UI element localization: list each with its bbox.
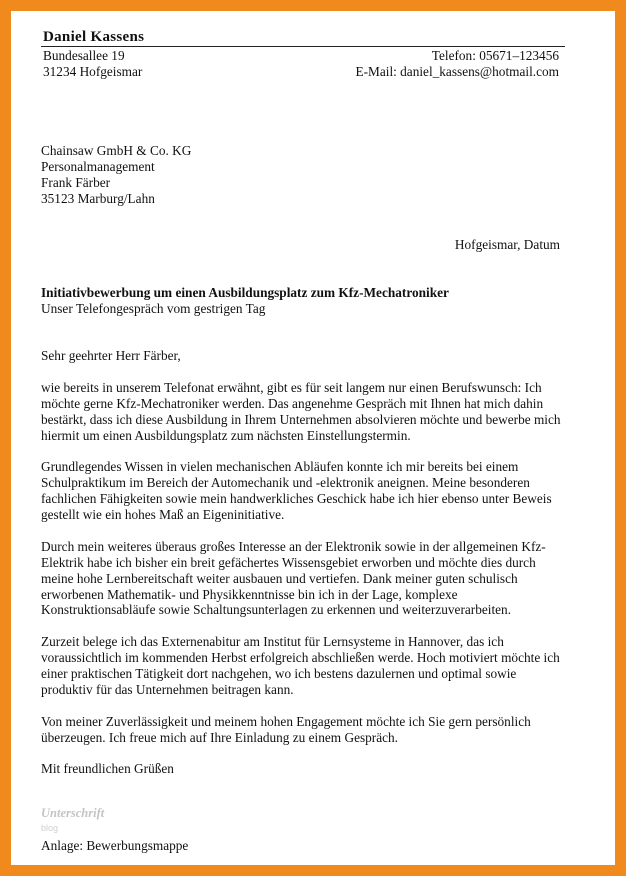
recipient-department: Personalmanagement	[41, 159, 155, 174]
letter-body	[41, 348, 571, 793]
recipient-company: Chainsaw GmbH & Co. KG	[41, 143, 192, 158]
signature-placeholder: Unterschrift	[41, 806, 105, 820]
recipient-address	[41, 143, 191, 207]
subject-block	[41, 285, 449, 317]
paragraph: Durch mein weiteres überaus großes Interesse an der Elektronik sowie in der allgemeinen Kfz-Elektrik habe ich bisher ein breit gefächertes Wissensgebiet erworben und möchte dies durch meine hohe Lernbereitschaft weiter ausbauen und vertiefen. Dank meiner guten schulisch erworbenen Mathematik- und Physikkenntnisse bin ich in der Lage, komplexe Konstruktionsabläufe sowie Schaltungsunterlagen zu erkennen und weiterzuverarbeiten.	[41, 538, 546, 618]
sender-phone: Telefon: 05671–123456	[431, 48, 559, 63]
sender-contact	[355, 48, 559, 80]
closing: Mit freundlichen Grüßen	[41, 761, 174, 777]
sender-city: 31234 Hofgeismar	[43, 64, 143, 79]
date-line: Hofgeismar, Datum	[454, 237, 560, 252]
paragraph: wie bereits in unserem Telefonat erwähnt, gibt es für seit langem nur einen Berufswunsch: Ich möchte gerne Kfz-Mechatroniker werden. Das angenehme Gespräch mit Ihnen hat mich dahin bestärkt, dass ich diese Ausbildung in Ihrem Unternehmen absolvieren möchte und bewerbe mich hiermit um einen Ausbildungsplatz zum nächsten Einstellungstermin.	[41, 379, 561, 443]
enclosure-note: Anlage: Bewerbungsmappe	[41, 838, 189, 853]
salutation: Sehr geehrter Herr Färber,	[41, 348, 181, 363]
watermark: blog	[41, 823, 59, 833]
letter-page	[11, 11, 615, 865]
recipient-person: Frank Färber	[41, 175, 111, 190]
header-divider	[41, 46, 565, 47]
paragraph: Zurzeit belege ich das Externenabitur am Institut für Lernsysteme in Hannover, das ich voraussichtlich im kommenden Herbst erfolgreich abschließen werde. Hoch motiviert möchte ich einer praktischen Tätigkeit dort nachgehen, wo ich bestens dazulernen und optimal sowie produktiv für das Unternehmen beitragen kann.	[41, 634, 560, 697]
sender-address	[43, 48, 142, 80]
subject-reference: Unser Telefongespräch vom gestrigen Tag	[41, 301, 266, 316]
sender-email: E-Mail: daniel_kassens@hotmail.com	[355, 64, 559, 79]
sender-name: Daniel Kassens	[43, 29, 145, 45]
subject-title: Initiativbewerbung um einen Ausbildungsplatz zum Kfz-Mechatroniker	[41, 285, 449, 300]
paragraph: Grundlegendes Wissen in vielen mechanischen Abläufen konnte ich mir bereits bei einem Schulpraktikum im Bereich der Automechanik und -elektronik aneignen. Meine besonderen fachlichen Fähigkeiten sowie mein handwerkliches Geschick habe ich hier ebenso unter Beweis gestellt wie ein hohes Maß an Eigeninitiative.	[41, 459, 552, 523]
recipient-city: 35123 Marburg/Lahn	[41, 191, 155, 206]
paragraph: Von meiner Zuverlässigkeit und meinem hohen Engagement möchte ich Sie gern persönlich überzeugen. Ich freue mich auf Ihre Einladung zu einem Gespräch.	[41, 713, 531, 745]
sender-street: Bundesallee 19	[43, 48, 125, 63]
